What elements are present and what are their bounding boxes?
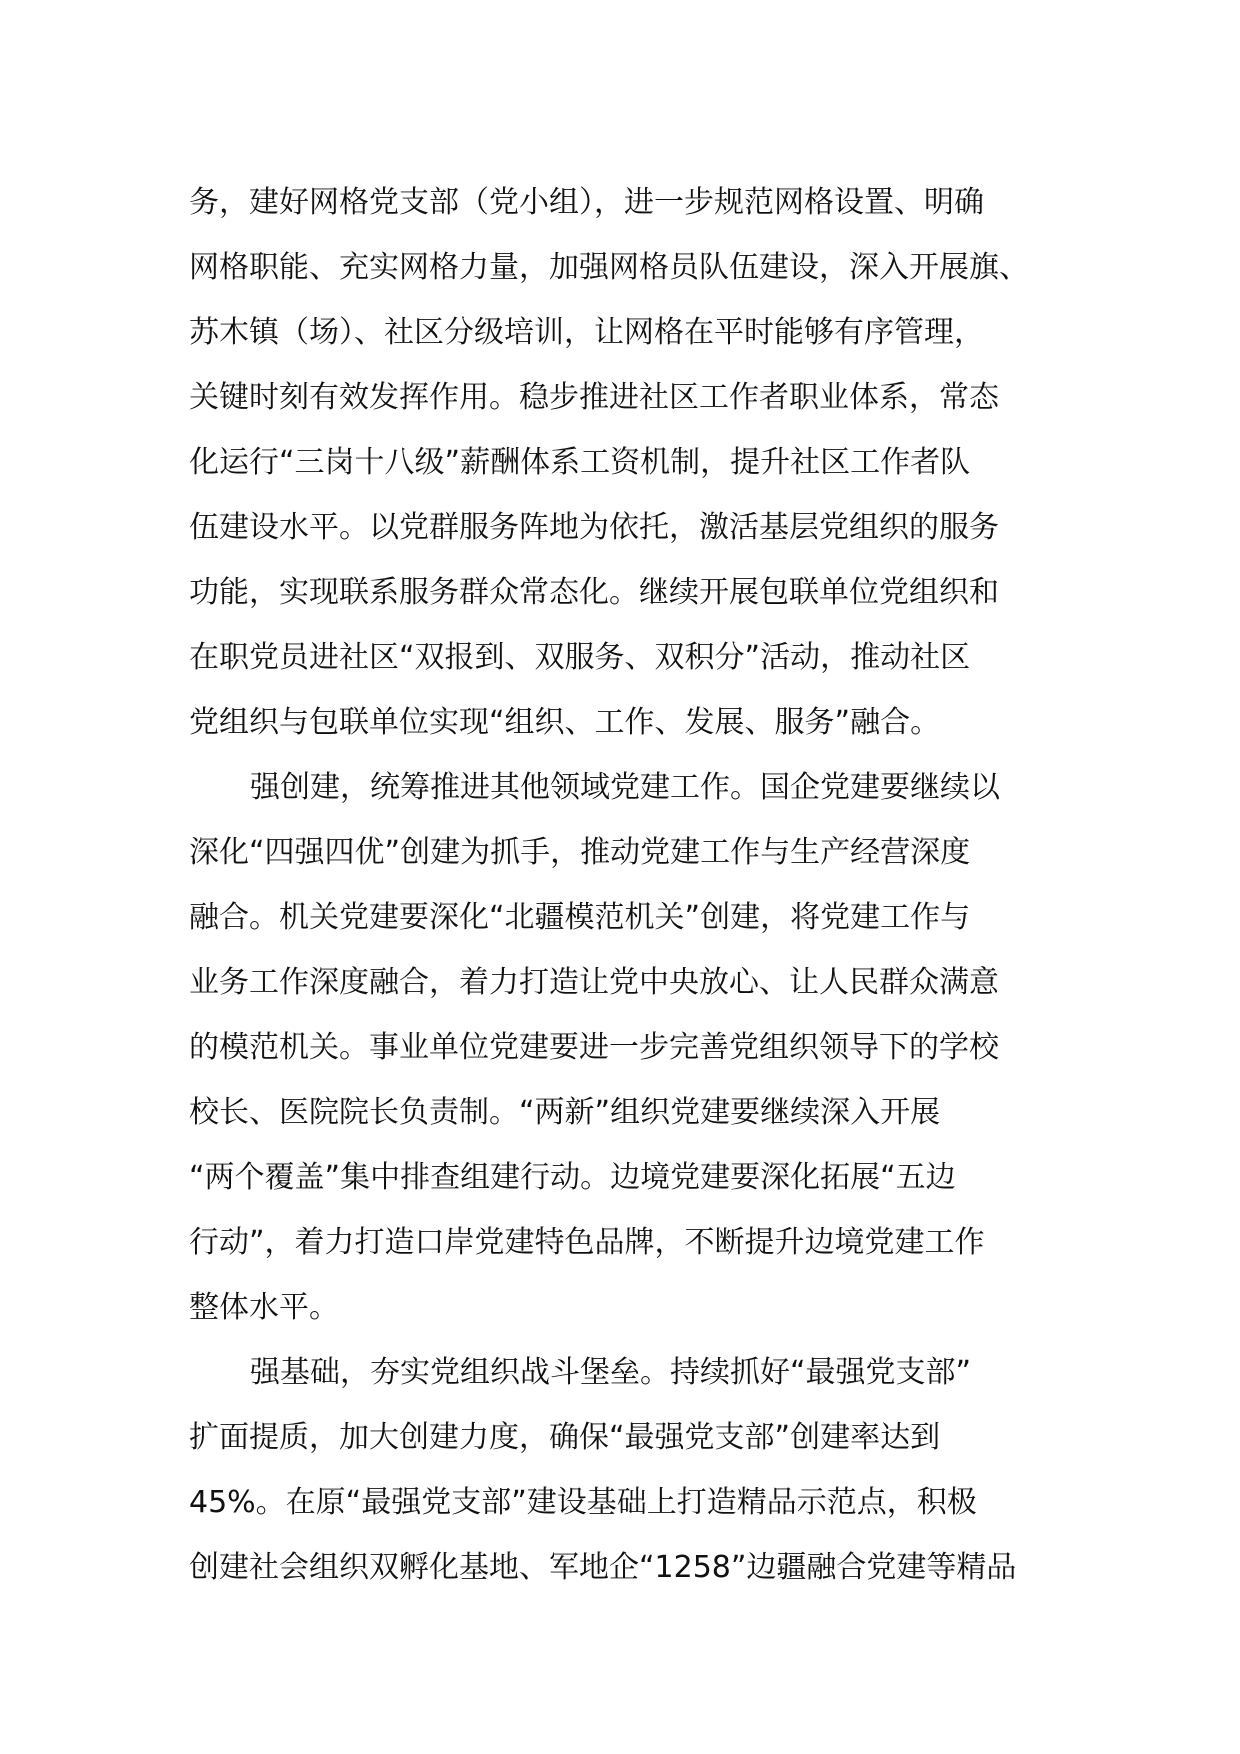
text-line: 行动”，着力打造口岸党建特色品牌，不断提升边境党建工作 xyxy=(189,1225,985,1260)
text-line: 的模范机关。事业单位党建要进一步完善党组织领导下的学校 xyxy=(189,1030,999,1065)
text-line: 整体水平。 xyxy=(189,1290,339,1325)
text-line: 网格职能、充实网格力量，加强网格员队伍建设，深入开展旗、 xyxy=(189,250,1029,285)
text-line: 融合。机关党建要深化“北疆模范机关”创建，将党建工作与 xyxy=(189,900,971,935)
body-text xyxy=(189,170,1069,1600)
text-line: 党组织与包联单位实现“组织、工作、发展、服务”融合。 xyxy=(189,705,941,740)
paragraph-grid-party-building xyxy=(189,170,1069,755)
text-line: 在职党员进社区“双报到、双服务、双积分”活动，推动社区 xyxy=(189,640,971,675)
text-line: 功能，实现联系服务群众常态化。继续开展包联单位党组织和 xyxy=(189,575,999,610)
text-line: 强创建，统筹推进其他领域党建工作。国企党建要继续以 xyxy=(250,770,1000,805)
text-line: 强基础，夯实党组织战斗堡垒。持续抓好“最强党支部” xyxy=(250,1355,972,1390)
text-line: 务，建好网格党支部（党小组），进一步规范网格设置、明确 xyxy=(189,185,984,220)
text-line: 关键时刻有效发挥作用。稳步推进社区工作者职业体系，常态 xyxy=(189,380,999,415)
text-line: 深化“四强四优”创建为抓手，推动党建工作与生产经营深度 xyxy=(189,835,971,870)
text-line: 45%。在原“最强党支部”建设基础上打造精品示范点，积极 xyxy=(189,1485,977,1520)
text-line: 伍建设水平。以党群服务阵地为依托，激活基层党组织的服务 xyxy=(189,510,999,545)
text-line: 化运行“三岗十八级”薪酬体系工资机制，提升社区工作者队 xyxy=(189,445,971,480)
paragraph-strengthen-creation xyxy=(189,755,1069,1340)
text-line: “两个覆盖”集中排查组建行动。边境党建要深化拓展“五边 xyxy=(189,1160,956,1195)
paragraph-strengthen-foundation xyxy=(189,1340,1069,1600)
text-line: 校长、医院院长负责制。“两新”组织党建要继续深入开展 xyxy=(189,1095,941,1130)
text-line: 创建社会组织双孵化基地、军地企“1258”边疆融合党建等精品 xyxy=(189,1550,1017,1585)
text-line: 苏木镇（场）、社区分级培训，让网格在平时能够有序管理， xyxy=(189,315,984,350)
text-line: 扩面提质，加大创建力度，确保“最强党支部”创建率达到 xyxy=(189,1420,941,1455)
text-line: 业务工作深度融合，着力打造让党中央放心、让人民群众满意 xyxy=(189,965,999,1000)
